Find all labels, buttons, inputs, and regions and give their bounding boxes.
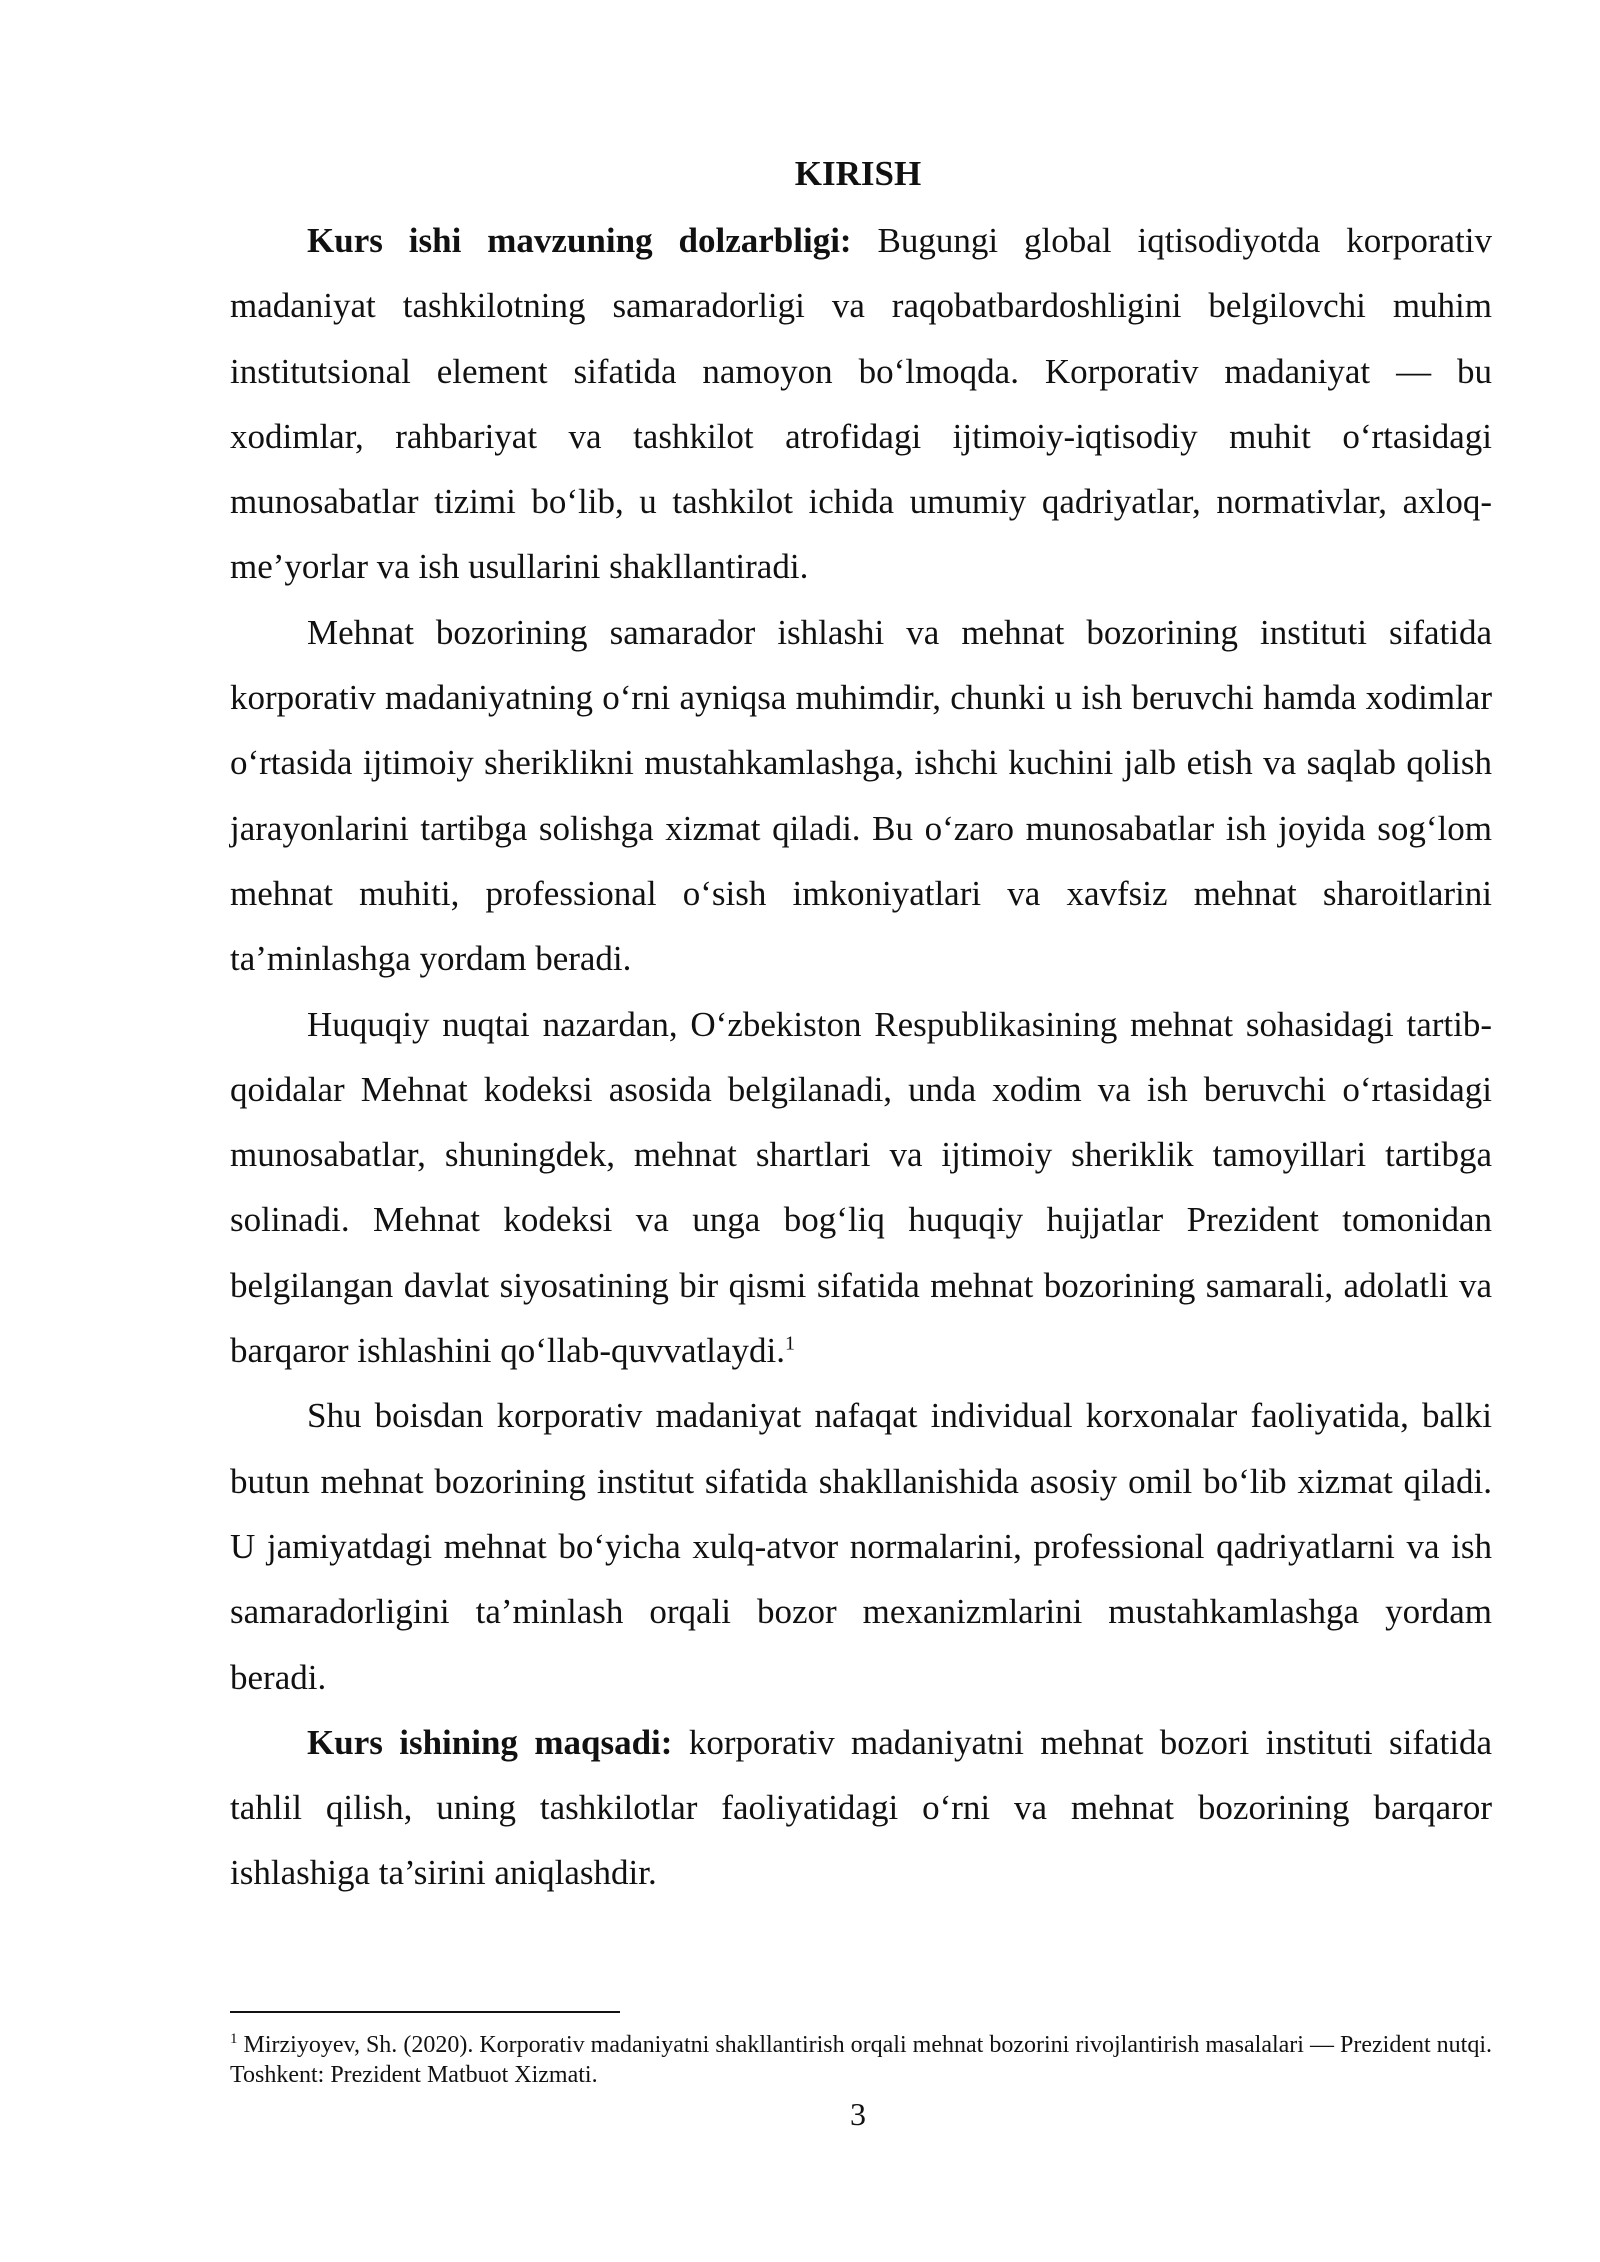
- paragraph-lead-relevance: Kurs ishi mavzuning dolzarbligi:: [307, 221, 852, 260]
- footnote-marker: 1: [230, 2031, 238, 2047]
- section-title: KIRISH: [794, 154, 922, 193]
- page-number: 3: [850, 2096, 866, 2132]
- paragraph-lead-goal: Kurs ishining maqsadi:: [307, 1722, 673, 1762]
- paragraph-labor-market: [230, 600, 1492, 992]
- footnote-reference[interactable]: 1: [785, 1332, 795, 1355]
- paragraph-relevance: [230, 208, 1492, 600]
- paragraph-text-institution: Shu boisdan korporativ madaniyat nafaqat individual korxonalar faoliyatida, balki butun mehnat bozorining institut sifatida shakllanishida asosiy omil bo‘lib xizmat qiladi. U jamiyatdagi mehnat bo‘yicha xulq-atvor normalarini, professional qadriyatlarni va ish samaradorligini ta’minlash orqali bozor mexanizmlarini mustahkamlashga yordam beradi.: [230, 1396, 1492, 1697]
- paragraph-text-legal: Huquqiy nuqtai nazardan, O‘zbekiston Respublikasining mehnat sohasidagi tartib-qoidalar Mehnat kodeksi asosida belgilanadi, unda xodim va ish beruvchi o‘rtasidagi munosabatlar, shuningdek, mehnat shartlari va ijtimoiy sheriklik tamoyillari tartibga solinadi. Mehnat kodeksi va unga bog‘liq huquqiy hujjatlar Prezident tomonidan belgilangan davlat siyosatining bir qismi sifatida mehnat bozorining samarali, adolatli va barqaror ishlashini qo‘llab-quvvatlaydi.: [230, 1004, 1492, 1371]
- paragraph-text-relevance: Bugungi global iqtisodiyotda korporativ madaniyat tashkilotning samaradorligi va raqobatbardoshligini belgilovchi muhim institutsional element sifatida namoyon bo‘lmoqda. Korporativ madaniyat — bu xodimlar, rahbariyat va tashkilot atrofidagi ijtimoiy-iqtisodiy muhit o‘rtasidagi munosabatlar tizimi bo‘lib, u tashkilot ichida umumiy qadriyatlar, normativlar, axloq-me’yorlar va ish usullarini shakllantiradi.: [230, 221, 1493, 587]
- paragraph-text-labor-market: Mehnat bozorining samarador ishlashi va mehnat bozorining instituti sifatida korporativ madaniyatning o‘rni ayniqsa muhimdir, chunki u ish beruvchi hamda xodimlar o‘rtasida ijtimoiy sheriklikni mustahkamlashga, ishchi kuchini jalb etish va saqlab qolish jarayonlarini tartibga solishga xizmat qiladi. Bu o‘zaro munosabatlar ish joyida sog‘lom mehnat muhiti, professional o‘sish imkoniyatlari va xavfsiz mehnat sharoitlarini ta’minlashga yordam beradi.: [230, 612, 1492, 979]
- paragraph-goal: [230, 1710, 1492, 1906]
- footnote: [230, 2030, 1492, 2090]
- paragraph-text-goal: korporativ madaniyatni mehnat bozori instituti sifatida tahlil qilish, uning tashkilotlar faoliyatidagi o‘rni va mehnat bozorining barqaror ishlashiga ta’sirini aniqlashdir.: [230, 1722, 1492, 1893]
- paragraph-institution: [230, 1383, 1492, 1709]
- footnote-text: Mirziyoyev, Sh. (2020). Korporativ madaniyatni shakllantirish orqali mehnat bozorini rivojlantirish masalalari — Prezident nutqi. Toshkent: Prezident Matbuot Xizmati.: [230, 2032, 1492, 2088]
- paragraph-legal: [230, 992, 1492, 1384]
- body-text: [230, 208, 1492, 1906]
- footnote-separator: [230, 2011, 620, 2013]
